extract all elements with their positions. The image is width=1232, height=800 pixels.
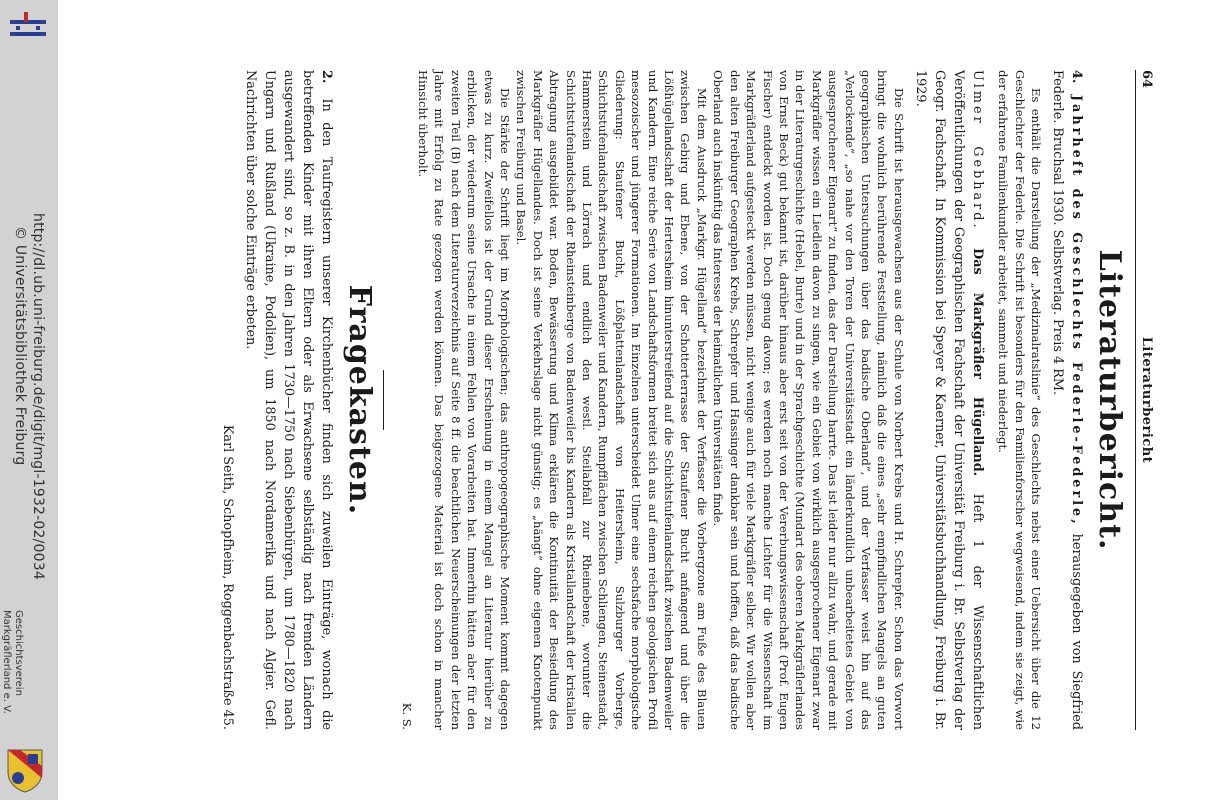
document-url[interactable]: http://dl.ub.uni-freiburg.de/digit/mgl-1932-02/0034 [30, 213, 46, 580]
sidebar [0, 0, 58, 800]
entry-publication: Heft 1 der Wissenschaftlichen Veröffentlichungen der Geographischen Fachschaft der Universität Freiburg i. Br. Selbstverlag der Geogr. Fachschaft. In Kommission bei Speyer & Kaerner, Universitätsbuchhandlung, Freiburg i. Br. 1929. [912, 70, 985, 730]
library-logo-icon[interactable] [8, 8, 48, 48]
publisher-line2: Markgräflerland e. V. [1, 610, 12, 714]
review-paragraph-3: Die Stärke der Schrift liegt im Morphologischen; das anthropogeographische Moment kommt dagegen etwas zu kurz. Zweifellos ist der Grund dieser Erscheinung in einem Mangel an Literatur hierüber zu erblicken, der wiederum seine Ursache in einem Fehlen von Vorarbeiten hat. Immerhin hätten aber für den zweiten Teil (B) nach dem Literaturverzeichnis auf Seite 8 ff. die beachtlichen Neuerscheinungen der letzten Jahre mit Erfolg zu Rate gezogen werden können. Das beigezogene Material ist doch schon in mancher Hinsicht überholt. [416, 70, 513, 730]
fragekasten-signature: Karl Seith, Schopfheim, Roggenbachstraße 45. [220, 424, 236, 730]
publisher-line1: Geschichtsverein [13, 610, 24, 696]
scanned-page [170, 70, 1160, 730]
coat-of-arms-icon [6, 748, 44, 794]
page-header [1135, 70, 1160, 730]
fragekasten-title: Fragekasten. [342, 284, 378, 516]
review-paragraph-1: Die Schrift ist herausgewachsen aus der Schule von Norbert Krebs und H. Schrepfer. Schon das Vorwort bringt die wohnlich berührende Feststellung, nämlich daß die eines „sehr empfindlichen Mangels an guten geographischen Untersuchungen über das badische Oberland“, und der Verfasser weist hin auf das „Verlockende“, „so nahe vor den Toren der Universitätsstadt ein länderkundlich unbearbeitetes Gebiet von ausgesprochener Eigenart“ zu finden, das der Darstellung harrte. Das ist leider nur allzu wahr, und gerade mit Markgräfler wissen ein Liedlein davon zu singen, wie ein Gebiet von wirklich ausgesprochener Eigenart zwar in der Literaturgeschichte (Hebel, Burte) und in der Sprachgeschichte (Mundart des oberen Markgräflerlandes von Ernst Beck) gut bekannt ist, darüber hinaus aber erst seit von der Vererbungswissenschaft (Prof. Eugen Fischer) entdeckt worden ist. Doch genug davon; es werden noch manche Lichter für die Wissenschaft im Markgräflerland aufgesteckt werden müssen, nicht wenige auch für viele Markgräfler selber. Wir wollen aber den alten Freiburger Geographen Krebs, Schrepfer und Hassinger dankbar sein und hoffen, daß das badische Oberland auch inskünftig das Interesse der heimatlichen Universitäten finde. [711, 70, 906, 730]
entry-publication: herausgegeben von Siegfried Federle. Bruchsal 1930. Selbstverlag. Preis 4 RM. [1050, 70, 1084, 730]
review-paragraph-2: Mit dem Ausdruck „Markgr. Hügelland“ bezeichnet der Verfasser die Vorbergzone am Fuße des Blauen zwischen Gebirg und Ebene, von der Schotterterrasse der Staufener Bucht anfangend und über die Lößhügellandschaft der Hertersheim hinunterstreifend auf die Schichtstufenlandschaft zwischen Badenweiler und Kandern. Eine reiche Serie von Landschaftsformen breitet sich aus auf einem reichen geologischen Profil mesozoischer und jüngerer Formationen. Im Einzelnen unterscheidet Ulmer eine sechsfache morphologische Gliederung: Staufener Bucht, Lößplattenlandschaft von Heitersheim, Sulzburger Vorberge, Schichtstufenlandschaft zwischen Badenweiler und Kandern, Rumpfflächen zwischen Schliengen, Steinenstadt, Hammerstein und Lörrach und endlich den westl. Steilabfall zur Rheinebene, worunter die Schichtstufenlandschaft der Rheinsteinberge von Badenweiler bis Kandern als Kristallandschaft der kristallen Abtragung ausgebildet war. Boden, Bewässerung und Klima erklären die Kontinuität der Besiedlung des Markgräfler Hügellandes. Doch ist seine Verkehrslage nicht günstig; es „hängt“ ohne eigenen Knotenpunkt zwischen Freiburg und Basel. [514, 70, 709, 730]
literature-entry-4 [1048, 70, 1086, 730]
fragekasten-entry-2 [241, 70, 336, 730]
entry-text: Es enthält die Darstellung der „Medizinalratslinie“ des Geschlechts nebst einer Uebersicht über die 12 Geschlechter der Federle. Die Schrift ist besonders für den Familienforscher wegweisend, indem sie zeigt, wie der erfahrene Familienkundler arbeitet, sammelt und niederlegt. [996, 70, 1043, 730]
publisher-name [0, 610, 24, 714]
literature-entry-ulmer [911, 70, 987, 730]
section-title: Literaturbericht. [1092, 249, 1127, 551]
section-divider [383, 370, 384, 430]
copyright-notice: © Universitätsbibliothek Freiburg [12, 226, 28, 466]
running-head: Literaturbericht [1139, 336, 1154, 464]
entry-number: 4. [1069, 70, 1084, 84]
entry-number: 2. [319, 70, 335, 84]
review-signature: K. S. [399, 702, 414, 730]
entry-title: Jahrheft des Geschlechts Federle-Federle, [1069, 94, 1084, 527]
entry-author: Ulmer Gebhard. [969, 70, 985, 231]
entry-text: In den Taufregistern unserer Kirchenbücher finden sich zuweilen Einträge, wonach die betreffenden Kinder mit ihren Eltern oder als Erwachsene selbständig nach fremden Ländern ausgewandert sind, so z. B. in den Jahren 1730—1750 nach Siebenbürgen, um 1780—1820 nach Ungarn und Rußland (Ukraine, Podolien), um 1850 nach Nordamerika und nach Algier. Gefl. Nachrichten über solche Einträge erbeten. [243, 70, 335, 730]
page-number: 64 [1139, 70, 1154, 89]
entry-title: Das Markgräfler Hügelland. [969, 248, 985, 477]
